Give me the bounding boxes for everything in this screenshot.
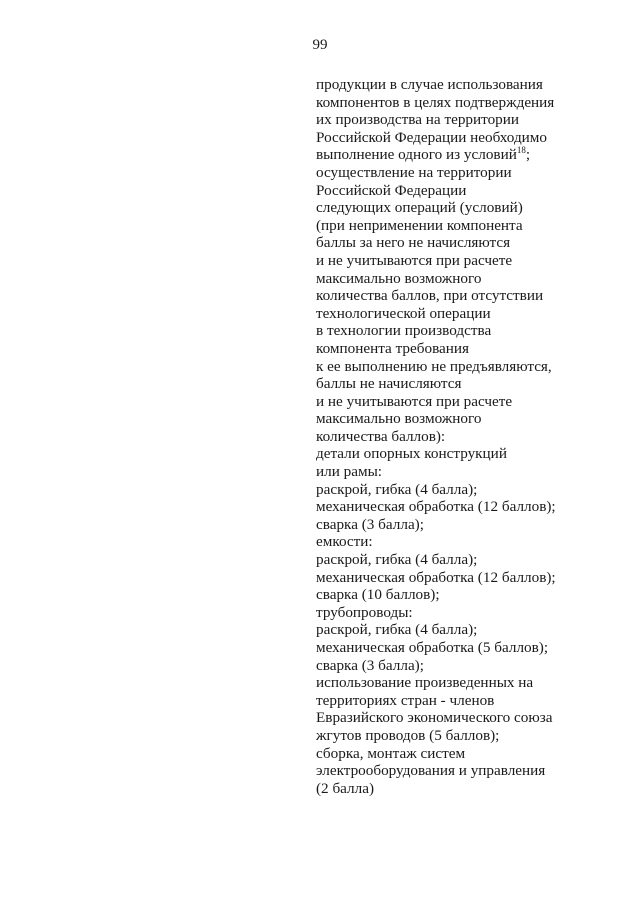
text-line: трубопроводы: [316, 603, 413, 621]
text-line: электрооборудования и управления [316, 762, 546, 780]
text-line: (при неприменении компонента [316, 216, 523, 234]
page-number: 99 [312, 37, 328, 53]
text-line: технологической операции [316, 304, 491, 322]
text-line: детали опорных конструкций [316, 445, 507, 463]
text-line: сварка (3 балла); [316, 515, 424, 533]
text-line: Российской Федерации [316, 181, 467, 199]
text-line: к ее выполнению не предъявляются, [316, 357, 552, 375]
text-line: и не учитываются при расчете [316, 251, 513, 269]
text-line: механическая обработка (12 баллов); [316, 498, 556, 516]
text-line: количества баллов): [316, 427, 446, 445]
text-line: максимально возможного [316, 410, 482, 428]
text-line: и не учитываются при расчете [316, 392, 513, 410]
text-line: в технологии производства [316, 322, 492, 340]
text-line: раскрой, гибка (4 балла); [316, 621, 478, 639]
footnote-trailing-punct: ; [525, 146, 531, 164]
text-line: сборка, монтаж систем [316, 744, 466, 762]
text-line: баллы за него не начисляются [316, 234, 511, 252]
text-line: компонентов в целях подтверждения [316, 93, 555, 111]
text-line: их производства на территории [316, 111, 520, 129]
text-line: компонента требования [316, 339, 470, 357]
text-line-with-footnote [316, 146, 616, 164]
text-line: сварка (3 балла); [316, 656, 424, 674]
text-line: механическая обработка (5 баллов); [316, 639, 549, 656]
text-line: механическая обработка (12 баллов); [316, 568, 556, 586]
text-line: раскрой, гибка (4 балла); [316, 551, 478, 569]
text-line: жгутов проводов (5 баллов); [316, 726, 500, 744]
text-line: Российской Федерации необходимо [316, 128, 548, 146]
text-line-content: выполнение одного из условий [316, 146, 517, 164]
footnote-ref[interactable]: 18 [516, 145, 526, 156]
text-line: использование произведенных на [316, 674, 534, 692]
text-line: Евразийского экономического союза [316, 709, 553, 727]
text-line: или рамы: [316, 463, 383, 481]
text-line: баллы не начисляются [316, 375, 462, 393]
text-line: раскрой, гибка (4 балла); [316, 480, 478, 498]
text-line: территориях стран - членов [316, 691, 495, 709]
text-line: (2 балла) [316, 779, 375, 797]
text-line: следующих операций (условий) [316, 199, 523, 217]
document-body [316, 76, 616, 797]
text-line: емкости: [316, 533, 373, 551]
text-line: сварка (10 баллов); [316, 586, 440, 604]
text-line: осуществление на территории [316, 163, 512, 181]
text-line: продукции в случае использования [316, 76, 543, 93]
text-line: количества баллов, при отсутствии [316, 287, 544, 305]
text-line: максимально возможного [316, 269, 482, 287]
